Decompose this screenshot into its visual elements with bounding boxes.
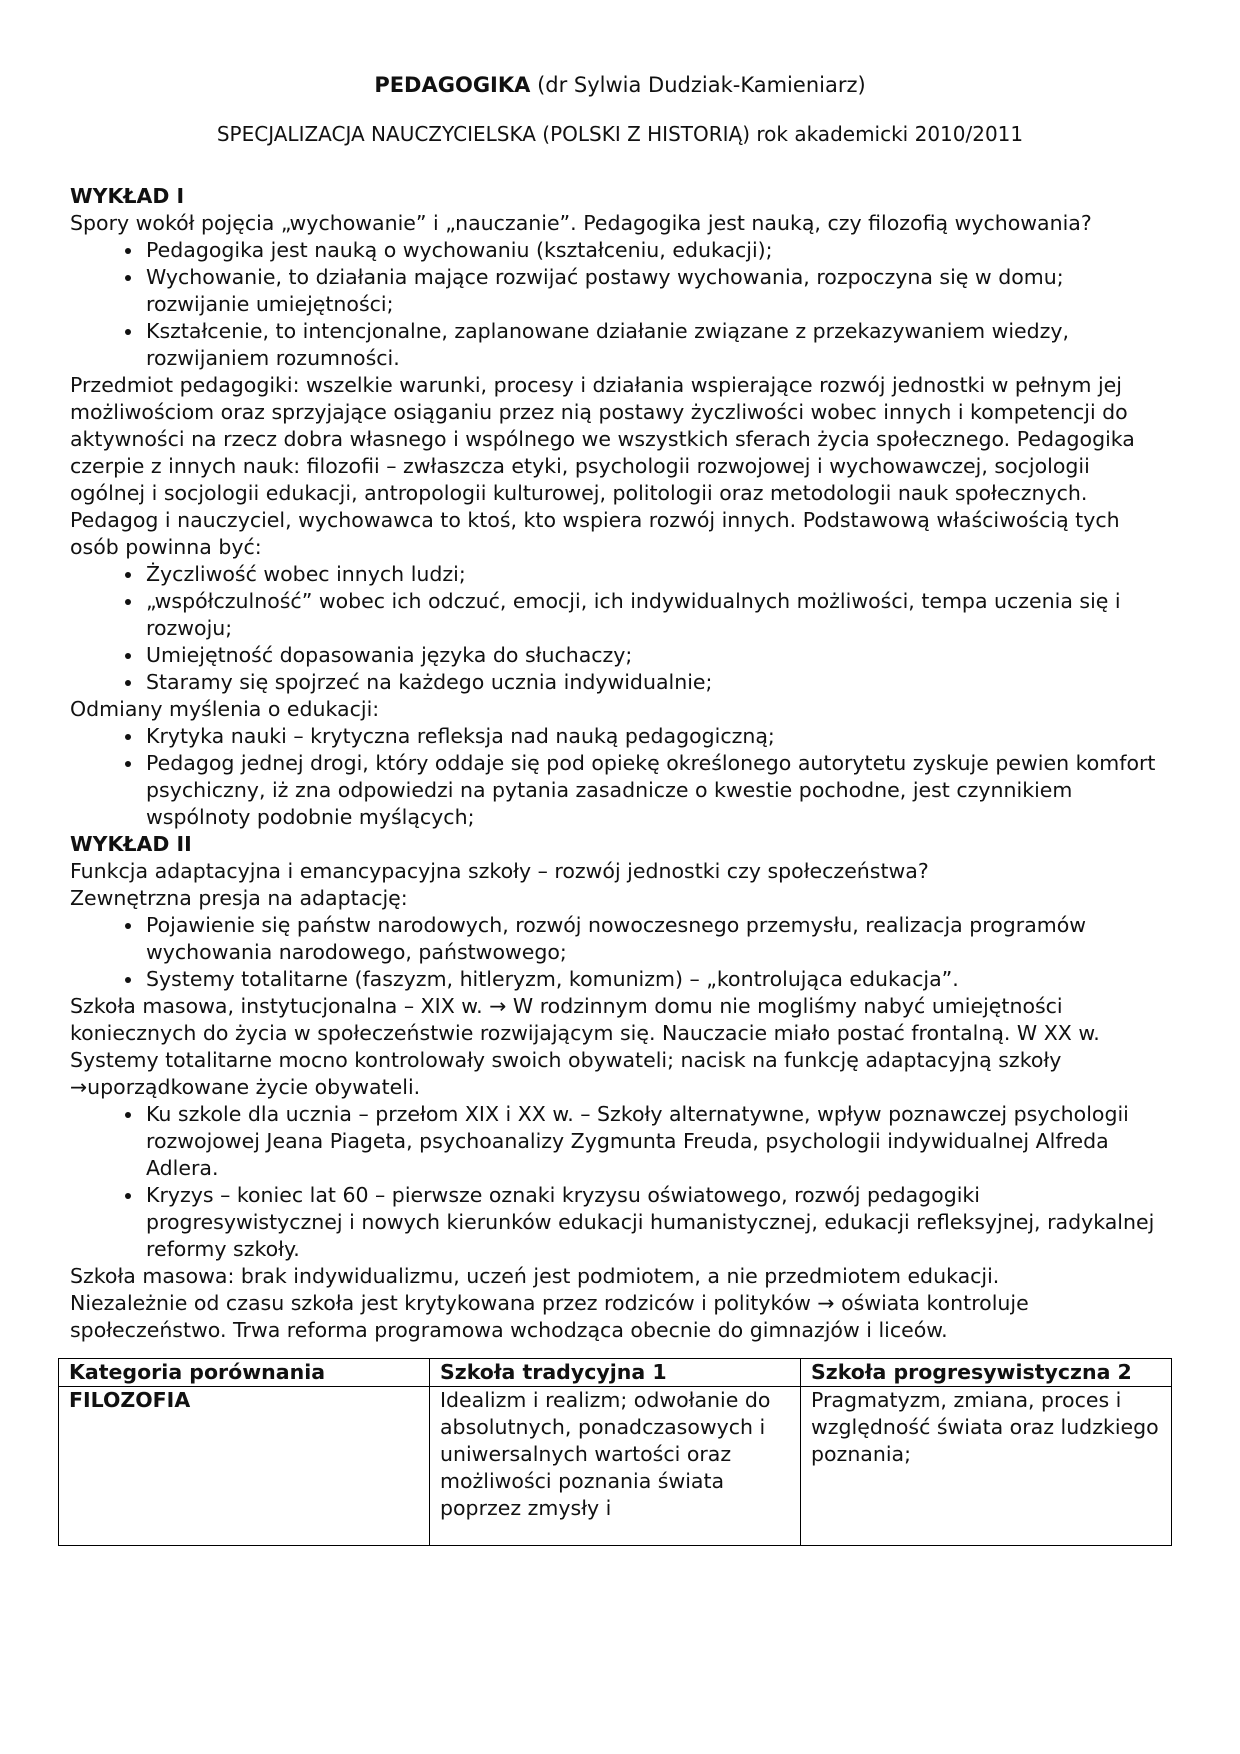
lecture-2-pressure-list (70, 912, 1170, 993)
document-page (70, 60, 1170, 1546)
table-row (59, 1387, 1172, 1546)
table-cell: Idealizm i realizm; odwołanie do absolutnych, ponadczasowych i uniwersalnych wartości oraz możliwości poznania świata poprzez zmysły i (430, 1387, 801, 1546)
lecture-1-odmiany: Odmiany myślenia o edukacji: (70, 697, 380, 721)
title-subject: PEDAGOGIKA (374, 73, 531, 97)
lecture-1-intro: Spory wokół pojęcia „wychowanie” i „nauczanie”. Pedagogika jest nauką, czy filozofią wychowania? (70, 211, 1092, 235)
lecture-2-paragraph-3: Niezależnie od czasu szkoła jest krytykowana przez rodziców i polityków → oświata kontroluje społeczeństwo. Trwa reforma programowa wchodząca obecnie do gimnazjów i liceów. (70, 1291, 1029, 1342)
table-cell: Pragmatyzm, zmiana, proces i względność świata oraz ludzkiego poznania; (801, 1387, 1172, 1546)
lecture-1-qualities-list (70, 561, 1170, 696)
lecture-2-heading: WYKŁAD II (70, 832, 192, 856)
table-header-cell: Szkoła tradycyjna 1 (430, 1359, 801, 1387)
document-subtitle: SPECJALIZACJA NAUCZYCIELSKA (POLSKI Z HISTORIĄ) rok akademicki 2010/2011 (216, 122, 1024, 146)
list-item: • Kształcenie, to intencjonalne, zaplanowane działanie związane z przekazywaniem wiedzy, rozwijaniem rozumności. (144, 318, 1170, 372)
list-item: • Wychowanie, to działania mające rozwijać postawy wychowania, rozpoczyna się w domu; rozwijanie umiejętności; (144, 264, 1170, 318)
document-body (70, 183, 1170, 1546)
lecture-1-paragraph: Przedmiot pedagogiki: wszelkie warunki, procesy i działania wspierające rozwój jednostki w pełnym jej możliwościom oraz sprzyjające osiąganiu przez nią postawy życzliwości wobec innych i kompetencji do aktywności na rzecz dobra własnego i wspólnego we wszystkich sferach życia społecznego. Pedagogika czerpie z innych nauk: filozofii – zwłaszcza etyki, psychologii rozwojowej i wychowawczej, socjologii ogólnej i socjologii edukacji, antropologii kulturowej, politologii oraz metodologii nauk społecznych. Pedagog i nauczyciel, wychowawca to ktoś, kto wspiera rozwój innych. Podstawową właściwością tych osób powinna być: (70, 373, 1135, 559)
lecture-2-paragraph-1: Szkoła masowa, instytucjonalna – XIX w. → W rodzinnym domu nie mogliśmy nabyć umiejętności koniecznych do życia w społeczeństwie rozwijającym się. Nauczacie miało postać frontalną. W XX w. Systemy totalitarne mocno kontrolowały swoich obywateli; nacisk na funkcję adaptacyjną szkoły →uporządkowane życie obywateli. (70, 994, 1100, 1099)
list-item: • Kryzys – koniec lat 60 – pierwsze oznaki kryzysu oświatowego, rozwój pedagogiki progresywistycznej i nowych kierunków edukacji humanistycznej, edukacji refleksyjnej, radykalnej reformy szkoły. (144, 1182, 1170, 1263)
lecture-2-history-list (70, 1101, 1170, 1263)
table-header-cell: Szkoła progresywistyczna 2 (801, 1359, 1172, 1387)
lecture-1-odmiany-list (70, 723, 1170, 831)
lecture-2-paragraph-2: Szkoła masowa: brak indywidualizmu, uczeń jest podmiotem, a nie przedmiotem edukacji. (70, 1264, 1000, 1288)
table-cell: FILOZOFIA (59, 1387, 430, 1546)
lecture-2-line-1: Funkcja adaptacyjna i emancypacyjna szkoły – rozwój jednostki czy społeczeństwa? (70, 859, 929, 883)
lecture-2-line-2: Zewnętrzna presja na adaptację: (70, 886, 408, 910)
list-item: • Pojawienie się państw narodowych, rozwój nowoczesnego przemysłu, realizacja programów wychowania narodowego, państwowego; (144, 912, 1170, 966)
list-item: • Życzliwość wobec innych ludzi; (144, 561, 1170, 588)
list-item: • Pedagogika jest nauką o wychowaniu (kształceniu, edukacji); (144, 237, 1170, 264)
table-header-row (59, 1359, 1172, 1387)
list-item: • „współczulność” wobec ich odczuć, emocji, ich indywidualnych możliwości, tempa uczenia się i rozwoju; (144, 588, 1170, 642)
lecture-1-heading: WYKŁAD I (70, 184, 185, 208)
document-title (70, 72, 1170, 99)
lecture-1-definitions-list (70, 237, 1170, 372)
comparison-table (58, 1358, 1172, 1546)
list-item: • Staramy się spojrzeć na każdego ucznia indywidualnie; (144, 669, 1170, 696)
table-header-cell: Kategoria porównania (59, 1359, 430, 1387)
list-item: • Umiejętność dopasowania języka do słuchaczy; (144, 642, 1170, 669)
title-lecturer: (dr Sylwia Dudziak-Kamieniarz) (530, 73, 866, 97)
list-item: • Krytyka nauki – krytyczna refleksja nad nauką pedagogiczną; (144, 723, 1170, 750)
list-item: • Pedagog jednej drogi, który oddaje się pod opiekę określonego autorytetu zyskuje pewien komfort psychiczny, iż zna odpowiedzi na pytania zasadnicze o kwestie pochodne, jest czynnikiem wspólnoty podobnie myślących; (144, 750, 1170, 831)
list-item: • Systemy totalitarne (faszyzm, hitleryzm, komunizm) – „kontrolująca edukacja”. (144, 966, 1170, 993)
list-item: • Ku szkole dla ucznia – przełom XIX i XX w. – Szkoły alternatywne, wpływ poznawczej psychologii rozwojowej Jeana Piageta, psychoanalizy Zygmunta Freuda, psychologii indywidualnej Alfreda Adlera. (144, 1101, 1170, 1182)
